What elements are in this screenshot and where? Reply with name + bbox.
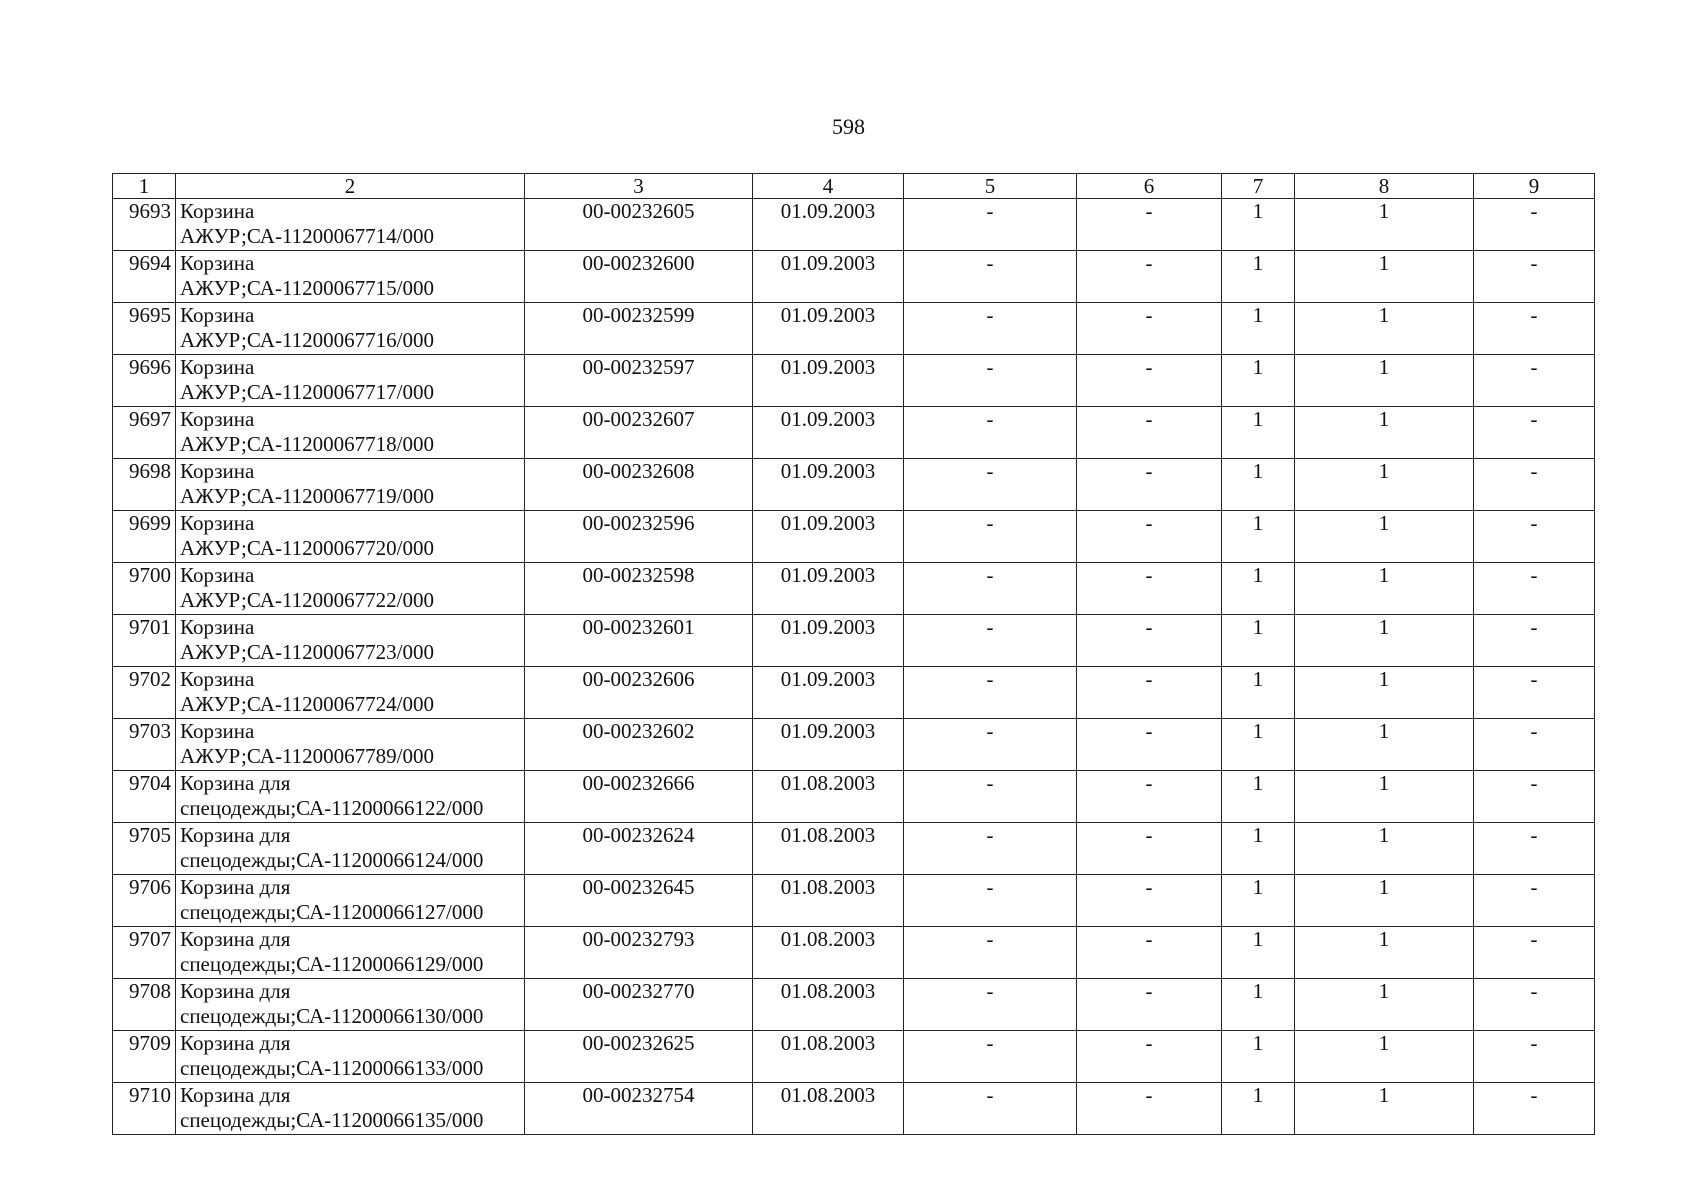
col7-cell: 1 bbox=[1222, 355, 1295, 407]
col5-cell: - bbox=[904, 303, 1077, 355]
col5-cell: - bbox=[904, 979, 1077, 1031]
table-row bbox=[113, 719, 1595, 771]
col5-cell: - bbox=[904, 615, 1077, 667]
col8-cell: 1 bbox=[1295, 407, 1474, 459]
date-cell: 01.09.2003 bbox=[753, 251, 904, 303]
col8-cell: 1 bbox=[1295, 199, 1474, 251]
col8-cell: 1 bbox=[1295, 771, 1474, 823]
col9-cell: - bbox=[1474, 459, 1595, 511]
item-name-cell bbox=[176, 615, 525, 667]
col8-cell: 1 bbox=[1295, 251, 1474, 303]
date-cell: 01.08.2003 bbox=[753, 823, 904, 875]
col5-cell: - bbox=[904, 511, 1077, 563]
inventory-code-cell: 00-00232607 bbox=[525, 407, 753, 459]
col9-cell: - bbox=[1474, 771, 1595, 823]
col6-cell: - bbox=[1077, 199, 1222, 251]
col8-cell: 1 bbox=[1295, 459, 1474, 511]
col9-cell: - bbox=[1474, 927, 1595, 979]
col9-cell: - bbox=[1474, 511, 1595, 563]
col9-cell: - bbox=[1474, 199, 1595, 251]
inventory-code-cell: 00-00232601 bbox=[525, 615, 753, 667]
item-name-line-1: Корзина bbox=[180, 199, 255, 223]
col7-cell: 1 bbox=[1222, 667, 1295, 719]
table-row bbox=[113, 303, 1595, 355]
date-cell: 01.09.2003 bbox=[753, 511, 904, 563]
column-header-6: 6 bbox=[1077, 174, 1222, 199]
inventory-code-cell: 00-00232598 bbox=[525, 563, 753, 615]
col8-cell: 1 bbox=[1295, 563, 1474, 615]
col5-cell: - bbox=[904, 875, 1077, 927]
date-cell: 01.08.2003 bbox=[753, 979, 904, 1031]
date-cell: 01.09.2003 bbox=[753, 355, 904, 407]
row-number-cell: 9695 bbox=[113, 303, 176, 355]
item-name-line-1: Корзина bbox=[180, 407, 255, 431]
item-name-line-1: Корзина bbox=[180, 511, 255, 535]
col6-cell: - bbox=[1077, 875, 1222, 927]
item-name-line-2: спецодежды;СА-11200066133/000 bbox=[180, 1056, 484, 1080]
row-number-cell: 9705 bbox=[113, 823, 176, 875]
inventory-code-cell: 00-00232608 bbox=[525, 459, 753, 511]
inventory-code-cell: 00-00232597 bbox=[525, 355, 753, 407]
col9-cell: - bbox=[1474, 563, 1595, 615]
table-row bbox=[113, 1083, 1595, 1135]
table-header bbox=[113, 174, 1595, 199]
date-cell: 01.09.2003 bbox=[753, 719, 904, 771]
row-number-cell: 9704 bbox=[113, 771, 176, 823]
col6-cell: - bbox=[1077, 979, 1222, 1031]
item-name-line-1: Корзина для bbox=[180, 823, 291, 847]
item-name-line-2: АЖУР;СА-11200067722/000 bbox=[180, 588, 435, 612]
column-header-1: 1 bbox=[113, 174, 176, 199]
item-name-line-1: Корзина bbox=[180, 563, 255, 587]
item-name-cell bbox=[176, 199, 525, 251]
table-row bbox=[113, 667, 1595, 719]
item-name-line-2: АЖУР;СА-11200067714/000 bbox=[180, 224, 435, 248]
col6-cell: - bbox=[1077, 563, 1222, 615]
table-row bbox=[113, 355, 1595, 407]
row-number-cell: 9706 bbox=[113, 875, 176, 927]
inventory-code-cell: 00-00232600 bbox=[525, 251, 753, 303]
item-name-cell bbox=[176, 1083, 525, 1135]
inventory-code-cell: 00-00232596 bbox=[525, 511, 753, 563]
date-cell: 01.08.2003 bbox=[753, 927, 904, 979]
row-number-cell: 9701 bbox=[113, 615, 176, 667]
item-name-line-1: Корзина bbox=[180, 615, 255, 639]
col5-cell: - bbox=[904, 563, 1077, 615]
item-name-line-1: Корзина bbox=[180, 251, 255, 275]
inventory-code-cell: 00-00232754 bbox=[525, 1083, 753, 1135]
col7-cell: 1 bbox=[1222, 979, 1295, 1031]
col8-cell: 1 bbox=[1295, 719, 1474, 771]
inventory-code-cell: 00-00232793 bbox=[525, 927, 753, 979]
col9-cell: - bbox=[1474, 355, 1595, 407]
date-cell: 01.09.2003 bbox=[753, 563, 904, 615]
col8-cell: 1 bbox=[1295, 823, 1474, 875]
col7-cell: 1 bbox=[1222, 719, 1295, 771]
col6-cell: - bbox=[1077, 303, 1222, 355]
col5-cell: - bbox=[904, 927, 1077, 979]
inventory-code-cell: 00-00232602 bbox=[525, 719, 753, 771]
column-header-2: 2 bbox=[176, 174, 525, 199]
col6-cell: - bbox=[1077, 823, 1222, 875]
table-row bbox=[113, 459, 1595, 511]
item-name-cell bbox=[176, 251, 525, 303]
column-header-3: 3 bbox=[525, 174, 753, 199]
col6-cell: - bbox=[1077, 1083, 1222, 1135]
col9-cell: - bbox=[1474, 251, 1595, 303]
col8-cell: 1 bbox=[1295, 1083, 1474, 1135]
row-number-cell: 9699 bbox=[113, 511, 176, 563]
table-row bbox=[113, 875, 1595, 927]
col9-cell: - bbox=[1474, 1031, 1595, 1083]
table-row bbox=[113, 563, 1595, 615]
date-cell: 01.08.2003 bbox=[753, 1083, 904, 1135]
col7-cell: 1 bbox=[1222, 927, 1295, 979]
col9-cell: - bbox=[1474, 1083, 1595, 1135]
col9-cell: - bbox=[1474, 303, 1595, 355]
col8-cell: 1 bbox=[1295, 667, 1474, 719]
row-number-cell: 9703 bbox=[113, 719, 176, 771]
item-name-line-2: АЖУР;СА-11200067720/000 bbox=[180, 536, 435, 560]
table-row bbox=[113, 407, 1595, 459]
item-name-line-2: спецодежды;СА-11200066129/000 bbox=[180, 952, 484, 976]
col7-cell: 1 bbox=[1222, 615, 1295, 667]
date-cell: 01.08.2003 bbox=[753, 771, 904, 823]
table-row bbox=[113, 1031, 1595, 1083]
col8-cell: 1 bbox=[1295, 875, 1474, 927]
col8-cell: 1 bbox=[1295, 927, 1474, 979]
item-name-line-1: Корзина для bbox=[180, 771, 291, 795]
item-name-line-2: спецодежды;СА-11200066130/000 bbox=[180, 1004, 484, 1028]
col5-cell: - bbox=[904, 251, 1077, 303]
col5-cell: - bbox=[904, 719, 1077, 771]
item-name-cell bbox=[176, 979, 525, 1031]
item-name-line-1: Корзина bbox=[180, 719, 255, 743]
item-name-line-2: АЖУР;СА-11200067789/000 bbox=[180, 744, 435, 768]
col5-cell: - bbox=[904, 667, 1077, 719]
item-name-cell bbox=[176, 459, 525, 511]
item-name-cell bbox=[176, 511, 525, 563]
col7-cell: 1 bbox=[1222, 459, 1295, 511]
inventory-table bbox=[112, 173, 1595, 1135]
item-name-line-1: Корзина для bbox=[180, 875, 291, 899]
row-number-cell: 9698 bbox=[113, 459, 176, 511]
col6-cell: - bbox=[1077, 771, 1222, 823]
col7-cell: 1 bbox=[1222, 251, 1295, 303]
col6-cell: - bbox=[1077, 459, 1222, 511]
col5-cell: - bbox=[904, 823, 1077, 875]
date-cell: 01.09.2003 bbox=[753, 199, 904, 251]
row-number-cell: 9710 bbox=[113, 1083, 176, 1135]
col5-cell: - bbox=[904, 199, 1077, 251]
col5-cell: - bbox=[904, 1083, 1077, 1135]
col7-cell: 1 bbox=[1222, 303, 1295, 355]
inventory-code-cell: 00-00232606 bbox=[525, 667, 753, 719]
item-name-line-2: АЖУР;СА-11200067724/000 bbox=[180, 692, 435, 716]
row-number-cell: 9697 bbox=[113, 407, 176, 459]
item-name-line-1: Корзина для bbox=[180, 927, 291, 951]
col6-cell: - bbox=[1077, 407, 1222, 459]
date-cell: 01.08.2003 bbox=[753, 875, 904, 927]
col9-cell: - bbox=[1474, 719, 1595, 771]
table-body bbox=[113, 199, 1595, 1135]
col5-cell: - bbox=[904, 355, 1077, 407]
column-header-8: 8 bbox=[1295, 174, 1474, 199]
col6-cell: - bbox=[1077, 251, 1222, 303]
table-row bbox=[113, 199, 1595, 251]
inventory-code-cell: 00-00232666 bbox=[525, 771, 753, 823]
row-number-cell: 9707 bbox=[113, 927, 176, 979]
row-number-cell: 9694 bbox=[113, 251, 176, 303]
item-name-line-2: АЖУР;СА-11200067719/000 bbox=[180, 484, 435, 508]
row-number-cell: 9700 bbox=[113, 563, 176, 615]
page-number: 598 bbox=[832, 114, 865, 139]
col9-cell: - bbox=[1474, 823, 1595, 875]
inventory-code-cell: 00-00232605 bbox=[525, 199, 753, 251]
item-name-cell bbox=[176, 355, 525, 407]
item-name-line-2: спецодежды;СА-11200066127/000 bbox=[180, 900, 484, 924]
col7-cell: 1 bbox=[1222, 771, 1295, 823]
col6-cell: - bbox=[1077, 511, 1222, 563]
col8-cell: 1 bbox=[1295, 615, 1474, 667]
inventory-code-cell: 00-00232624 bbox=[525, 823, 753, 875]
col9-cell: - bbox=[1474, 615, 1595, 667]
col6-cell: - bbox=[1077, 719, 1222, 771]
column-header-7: 7 bbox=[1222, 174, 1295, 199]
col7-cell: 1 bbox=[1222, 511, 1295, 563]
col7-cell: 1 bbox=[1222, 563, 1295, 615]
row-number-cell: 9702 bbox=[113, 667, 176, 719]
item-name-cell bbox=[176, 771, 525, 823]
item-name-line-2: АЖУР;СА-11200067716/000 bbox=[180, 328, 435, 352]
date-cell: 01.08.2003 bbox=[753, 1031, 904, 1083]
item-name-line-1: Корзина для bbox=[180, 1031, 291, 1055]
inventory-code-cell: 00-00232770 bbox=[525, 979, 753, 1031]
row-number-cell: 9693 bbox=[113, 199, 176, 251]
table-row bbox=[113, 979, 1595, 1031]
row-number-cell: 9696 bbox=[113, 355, 176, 407]
item-name-cell bbox=[176, 875, 525, 927]
header-row bbox=[113, 174, 1595, 199]
table-row bbox=[113, 511, 1595, 563]
col5-cell: - bbox=[904, 459, 1077, 511]
date-cell: 01.09.2003 bbox=[753, 459, 904, 511]
item-name-cell bbox=[176, 823, 525, 875]
col5-cell: - bbox=[904, 771, 1077, 823]
col9-cell: - bbox=[1474, 667, 1595, 719]
inventory-code-cell: 00-00232645 bbox=[525, 875, 753, 927]
date-cell: 01.09.2003 bbox=[753, 407, 904, 459]
date-cell: 01.09.2003 bbox=[753, 667, 904, 719]
item-name-line-1: Корзина bbox=[180, 459, 255, 483]
col5-cell: - bbox=[904, 1031, 1077, 1083]
column-header-4: 4 bbox=[753, 174, 904, 199]
col6-cell: - bbox=[1077, 927, 1222, 979]
column-header-5: 5 bbox=[904, 174, 1077, 199]
col5-cell: - bbox=[904, 407, 1077, 459]
date-cell: 01.09.2003 bbox=[753, 303, 904, 355]
item-name-line-1: Корзина для bbox=[180, 979, 291, 1003]
item-name-line-1: Корзина bbox=[180, 667, 255, 691]
col7-cell: 1 bbox=[1222, 407, 1295, 459]
item-name-line-2: АЖУР;СА-11200067715/000 bbox=[180, 276, 435, 300]
col9-cell: - bbox=[1474, 407, 1595, 459]
col6-cell: - bbox=[1077, 667, 1222, 719]
item-name-line-1: Корзина bbox=[180, 303, 255, 327]
item-name-line-2: спецодежды;СА-11200066135/000 bbox=[180, 1108, 484, 1132]
inventory-code-cell: 00-00232625 bbox=[525, 1031, 753, 1083]
item-name-cell bbox=[176, 719, 525, 771]
column-header-9: 9 bbox=[1474, 174, 1595, 199]
item-name-cell bbox=[176, 563, 525, 615]
col7-cell: 1 bbox=[1222, 823, 1295, 875]
table-row bbox=[113, 927, 1595, 979]
item-name-line-2: АЖУР;СА-11200067723/000 bbox=[180, 640, 435, 664]
item-name-line-1: Корзина bbox=[180, 355, 255, 379]
row-number-cell: 9709 bbox=[113, 1031, 176, 1083]
row-number-cell: 9708 bbox=[113, 979, 176, 1031]
col8-cell: 1 bbox=[1295, 355, 1474, 407]
item-name-line-2: спецодежды;СА-11200066122/000 bbox=[180, 796, 484, 820]
item-name-line-2: АЖУР;СА-11200067718/000 bbox=[180, 432, 435, 456]
item-name-cell bbox=[176, 407, 525, 459]
col7-cell: 1 bbox=[1222, 199, 1295, 251]
col7-cell: 1 bbox=[1222, 1031, 1295, 1083]
item-name-cell bbox=[176, 927, 525, 979]
item-name-cell bbox=[176, 303, 525, 355]
col8-cell: 1 bbox=[1295, 511, 1474, 563]
col7-cell: 1 bbox=[1222, 1083, 1295, 1135]
date-cell: 01.09.2003 bbox=[753, 615, 904, 667]
table-row bbox=[113, 615, 1595, 667]
col6-cell: - bbox=[1077, 1031, 1222, 1083]
col9-cell: - bbox=[1474, 979, 1595, 1031]
inventory-code-cell: 00-00232599 bbox=[525, 303, 753, 355]
col7-cell: 1 bbox=[1222, 875, 1295, 927]
col8-cell: 1 bbox=[1295, 1031, 1474, 1083]
col8-cell: 1 bbox=[1295, 303, 1474, 355]
col9-cell: - bbox=[1474, 875, 1595, 927]
item-name-cell bbox=[176, 667, 525, 719]
table-row bbox=[113, 251, 1595, 303]
item-name-line-2: спецодежды;СА-11200066124/000 bbox=[180, 848, 484, 872]
col8-cell: 1 bbox=[1295, 979, 1474, 1031]
col6-cell: - bbox=[1077, 355, 1222, 407]
col6-cell: - bbox=[1077, 615, 1222, 667]
item-name-line-1: Корзина для bbox=[180, 1083, 291, 1107]
table-row bbox=[113, 771, 1595, 823]
table-row bbox=[113, 823, 1595, 875]
item-name-line-2: АЖУР;СА-11200067717/000 bbox=[180, 380, 435, 404]
item-name-cell bbox=[176, 1031, 525, 1083]
